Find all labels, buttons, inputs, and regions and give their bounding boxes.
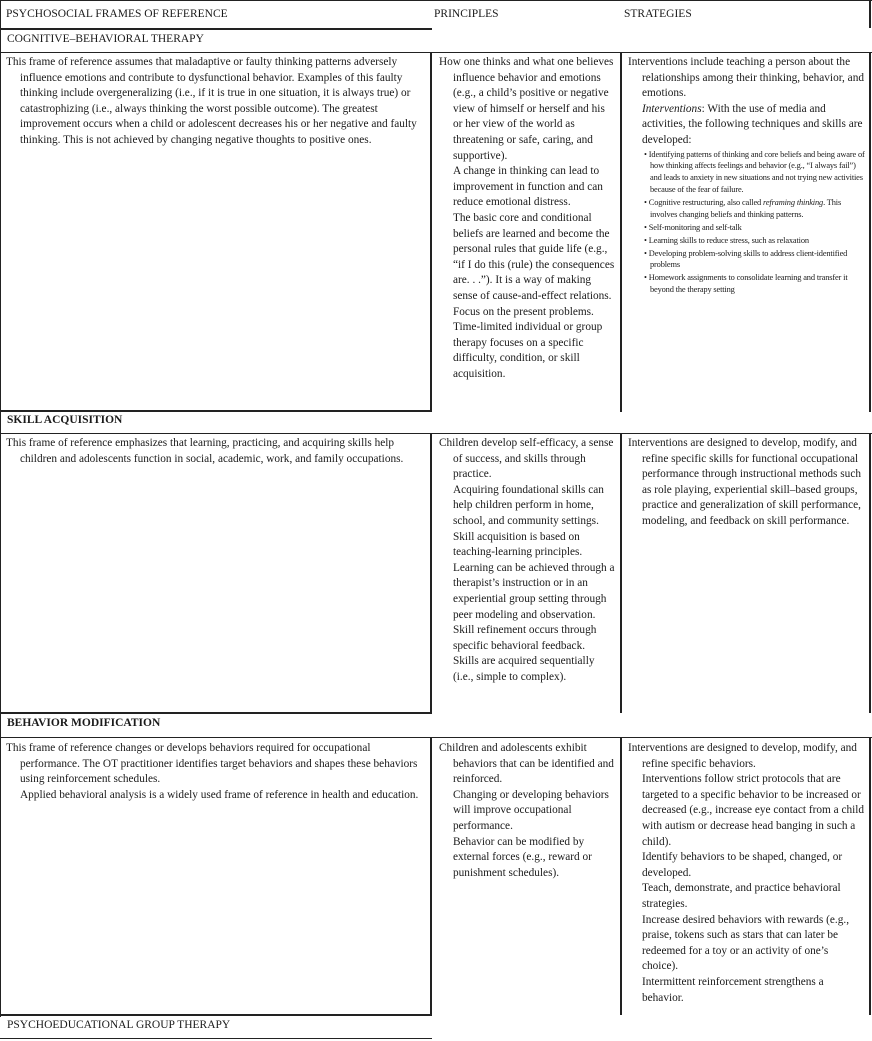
strategy-item: Teach, demonstrate, and practice behavioral strategies. (642, 882, 841, 910)
behavior-description-text: This frame of reference changes or develops behaviors required for occupational performance. The OT practitioner identifies target behaviors and shapes these behaviors using reinforcement schedules. (6, 742, 418, 786)
principle-item: The basic core and conditional beliefs are learned and become the personal rules that guide life (e.g., “if I do this (rule) the consequences are. . .”). It is a way of making sense of cause-and-effect relations. (453, 211, 615, 302)
skill-principles (439, 436, 617, 686)
principle-item: Learning can be achieved through a therapist’s instruction or in an experiential group setting through peer modeling and observation. (453, 561, 615, 621)
principle-item: Acquiring foundational skills can help children perform in home, school, and community settings. (453, 483, 604, 527)
strategy-label: Interventions (642, 102, 702, 115)
section-title-cbt: COGNITIVE–BEHAVIORAL THERAPY (7, 33, 204, 45)
strategy-item: Interventions include teaching a person about the relationships among their thinking, behavior, and emotions. (628, 56, 864, 100)
skill-strategies (628, 436, 866, 530)
section-title-skill-acquisition: SKILL ACQUISITION (7, 414, 123, 426)
principle-item: Behavior can be modified by external forces (e.g., reward or punishment schedules). (453, 835, 592, 879)
column-header-frames: PSYCHOSOCIAL FRAMES OF REFERENCE (6, 8, 228, 20)
strategy-item: Interventions are designed to develop, modify, and refine specific skills for functional occupational performance through instructional methods such as role playing, experiential skill–based groups, practice and generalization of skill performance, modeling, and feedback on skill performance. (628, 437, 861, 527)
strategy-bullet: • Developing problem-solving skills to address client-identified problems (642, 248, 866, 272)
strategy-bullet: • Identifying patterns of thinking and core beliefs and being aware of how thinking affects feelings and behavior (e.g., “I always fail”) and leads to anxiety in new situations and not trying new activities because of the fear of failure. (642, 149, 866, 196)
principle-item: A change in thinking can lead to improvement in function and can reduce emotional distress. (453, 165, 603, 209)
column-header-principles: PRINCIPLES (434, 8, 499, 20)
cbt-description-text: This frame of reference assumes that maladaptive or faulty thinking patterns adversely influence emotions and contribute to dysfunctional behavior. Examples of this faulty thinking include overgeneralizing (i.e., if it is true in one situation, it is always true) or catastrophizing (i.e., always thinking the worst possible outcome). The greatest improvement occurs when a child or adolescent decreases his or her negative and faulty thinking. This is not achieved by changing negative thoughts to positive ones. (6, 56, 417, 146)
section-title-psychoeducational: PSYCHOEDUCATIONAL GROUP THERAPY (7, 1019, 231, 1031)
section-title-behavior-modification: BEHAVIOR MODIFICATION (7, 717, 161, 729)
behavior-description (6, 741, 428, 803)
strategy-bullet-list (628, 149, 866, 297)
principle-item: Skill refinement occurs through specific behavioral feedback. (453, 624, 597, 652)
strategy-item: Interventions are designed to develop, modify, and refine specific behaviors. (628, 742, 857, 770)
strategy-item: Interventions follow strict protocols that are targeted to a specific behavior to be increased or decreased (e.g., increase eye contact from a child with autism or decrease head banging in such a child). (642, 773, 865, 848)
strategy-bullet: • Self-monitoring and self-talk (642, 222, 866, 234)
cbt-strategies (628, 55, 866, 297)
principle-item: Time-limited individual or group therapy focuses on a specific difficulty, condition, or skill acquisition. (453, 321, 603, 380)
behavior-strategies (628, 741, 866, 1006)
principle-item: Children develop self-efficacy, a sense of success, and skills through practice. (439, 437, 614, 481)
strategy-item (628, 102, 866, 149)
principle-item: Focus on the present problems. (453, 305, 594, 318)
behavior-principles (439, 741, 617, 881)
column-header-strategies: STRATEGIES (624, 8, 692, 20)
strategy-bullet (642, 197, 866, 221)
principle-item: Children and adolescents exhibit behaviors that can be identified and reinforced. (439, 742, 614, 786)
strategy-item: Intermittent reinforcement strengthens a behavior. (642, 975, 824, 1004)
behavior-description-text: Applied behavioral analysis is a widely used frame of reference in health and education. (20, 788, 419, 801)
strategy-item: Increase desired behaviors with rewards (e.g., praise, tokens such as stars that can later be redeemed for a toy or an activity of one’s choice). (642, 913, 850, 973)
strategy-bullet: • Learning skills to reduce stress, such as relaxation (642, 235, 866, 247)
skill-description-text: This frame of reference emphasizes that learning, practicing, and acquiring skills help children and adolescents function in social, academic, work, and family occupations. (6, 437, 404, 465)
principle-item: Skills are acquired sequentially (i.e., simple to complex). (453, 655, 595, 683)
bullet-italic-term: reframing thinking (763, 197, 824, 207)
bullet-text: . This involves changing beliefs and thinking patterns. (650, 197, 842, 219)
bullet-text: Cognitive restructuring, also called (648, 197, 764, 207)
strategy-lead: : With the use of media and activities, the following techniques and skills are developed: (642, 102, 863, 146)
principle-item: How one thinks and what one believes influence behavior and emotions (e.g., a child’s positive or negative view of himself or herself and his or her view of the world as threatening or safe, caring, and supportive). (439, 56, 614, 162)
strategy-bullet: • Homework assignments to consolidate learning and transfer it beyond the therapy setting (642, 272, 866, 296)
strategy-item: Identify behaviors to be shaped, changed, or developed. (642, 851, 843, 879)
principle-item: Skill acquisition is based on teaching-learning principles. (453, 530, 583, 559)
cbt-principles (439, 55, 617, 382)
skill-description (6, 436, 428, 467)
cbt-description (6, 55, 428, 149)
principle-item: Changing or developing behaviors will improve occupational performance. (453, 788, 609, 832)
